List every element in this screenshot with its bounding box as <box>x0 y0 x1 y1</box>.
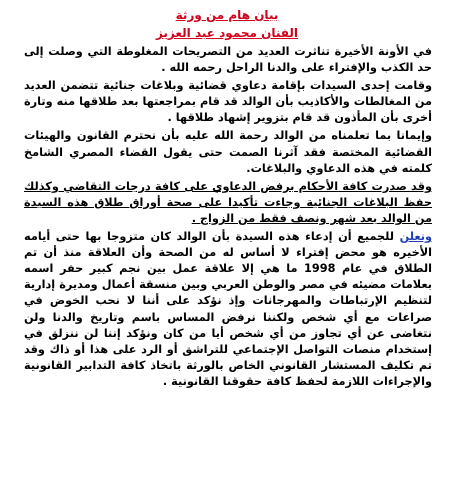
paragraph-lawsuits: وقامت إحدى السيدات بإقامة دعاوي قضائية وبلاغات جنائية تتضمن العديد من المغالطات والأكاذيب بأن الوالد قد قام بمراجعتها بعد طلاقها منه وتارة أخرى بأن المأذون قد قام بتزوير إشهاد طلاقها . <box>24 79 432 125</box>
paragraph-respect-law: وإيمانا بما تعلمناه من الوالد رحمة الله عليه بأن نحترم القانون والهيئات القضائية المختصة فقد آثرنا الصمت حتى يقول القضاء المصري الشامخ كلمته في هذه الدعاوي والبلاغات. <box>24 129 432 175</box>
artist-name-title: الفنان محمود عبد العزيز <box>155 26 299 40</box>
paragraph-announcement-text: للجميع أن إدعاء هذه السيدة بأن الوالد كان متزوجا بها حتى أيامه الأخيره هو محض إفتراء لا أساس له من الصحة وأن العلاقة منذ أن تم الطلاق في عام 1998 ما هي إلا علاقة عمل بين نجم كبير حفر اسمه بعلامات مضيئه في مصر والوطن العربي وبين منسقة أعمال ومديرة إدارية لتنظيم الإرتباطات والمهرجانات وإذ نؤكد على أننا لا نحب الخوض في صراعات مع أي شخص ولكننا نرفض المساس باسم وتاريخ والدنا ولن نتغاضى عن أي تجاوز من أي شخص أيا من كان ونؤكد إننا لن ننزلق في إستخدام منصات التواصل الإجتماعي للتراشق أو الرد على هذا أو ذاك وقد تم تكليف المستشار القانوني الخاص بالورثة باتخاذ كافة التدابير القانونية والإجراءات اللازمة لحفظ كافة حقوقنا القانونية . <box>24 230 432 388</box>
paragraph-announcement <box>24 229 432 390</box>
announce-link[interactable]: ونعلن <box>399 230 432 244</box>
paragraph-intro: في الأونة الأخيرة تناثرت العديد من التصريحات المغلوطة التي وصلت إلى حد الكذب والإفتراء على والدنا الراحل رحمه الله . <box>24 45 432 75</box>
statement-title: بيان هام من ورثة <box>175 8 279 22</box>
paragraph-court-rulings: وقد صدرت كافة الأحكام برفض الدعاوي على كافة درجات التقاضي وكذلك حفظ البلاغات الجنائية وجاءت تأكيدا على صحة أوراق طلاق هذه السيدة من الوالد بعد شهر ونصف فقط من الزواج . <box>24 179 432 225</box>
statement-body <box>24 44 432 392</box>
statement-header <box>0 6 454 42</box>
